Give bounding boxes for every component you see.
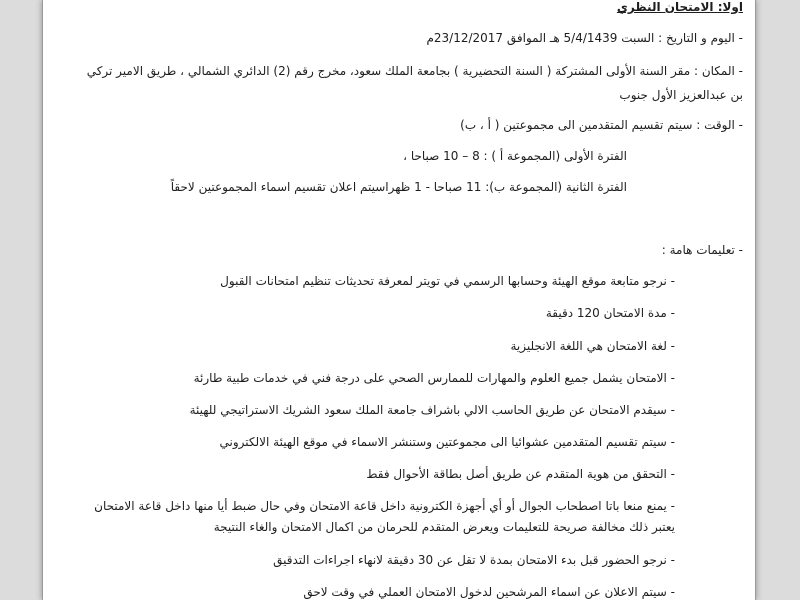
instruction-item: - يمنع منعا باتا اصطحاب الجوال أو أي أجهزة الكترونية داخل قاعة الامتحان وفي حال ضبط أيا منها داخل قاعة الامتحان bbox=[94, 499, 675, 513]
instruction-item: - سيتم تقسيم المتقدمين عشوائيا الى مجموعتين وستنشر الاسماء في موقع الهيئة الالكتروني bbox=[219, 435, 675, 449]
day-date-line: - اليوم و التاريخ : السبت 5/4/1439 هـ الموافق 23/12/2017م bbox=[426, 31, 743, 45]
instruction-item-continued: يعتبر ذلك مخالفة صريحة للتعليمات ويعرض المتقدم للحرمان من اكمال الامتحان والغاء النتيجة bbox=[213, 520, 675, 534]
instruction-item: - سيقدم الامتحان عن طريق الحاسب الالي باشراف جامعة الملك سعود الشريك الاستراتيجي للهيئة bbox=[189, 403, 675, 417]
instructions-title: - تعليمات هامة : bbox=[661, 243, 743, 257]
instruction-item: - نرجو متابعة موقع الهيئة وحسابها الرسمي في تويتر لمعرفة تحديثات تنظيم امتحانات القبول bbox=[220, 274, 675, 288]
period-2-line: الفترة الثانية (المجموعة ب): 11 صباحا - 1 ظهراسيتم اعلان تقسيم اسماء المجموعتين لاحقاً bbox=[170, 180, 627, 194]
instruction-item: - التحقق من هوية المتقدم عن طريق أصل بطاقة الأحوال فقط bbox=[366, 467, 675, 481]
section-heading: اولا: الامتحان النظري bbox=[616, 0, 743, 14]
place-line-2: بن عبدالعزيز الأول جنوب bbox=[619, 88, 743, 102]
period-1-line: الفترة الأولى (المجموعة أ ) : 8 – 10 صباحا ، bbox=[403, 149, 627, 163]
instruction-item: - سيتم الاعلان عن اسماء المرشحين لدخول الامتحان العملي في وقت لاحق bbox=[303, 585, 675, 599]
instruction-item: - لغة الامتحان هي اللغة الانجليزية bbox=[510, 339, 675, 353]
instruction-item: - الامتحان يشمل جميع العلوم والمهارات للممارس الصحي على درجة فني في خدمات طبية طارئة bbox=[193, 371, 675, 385]
place-line-1: - المكان : مقر السنة الأولى المشتركة ( السنة التحضيرية ) بجامعة الملك سعود، مخرج رقم (2) الدائري الشمالي ، طريق الامير تركي bbox=[86, 64, 743, 78]
instruction-item: - نرجو الحضور قبل بدء الامتحان بمدة لا تقل عن 30 دقيقة لانهاء اجراءات التدقيق bbox=[273, 553, 675, 567]
instruction-item: - مدة الامتحان 120 دقيقة bbox=[545, 306, 675, 320]
document-page bbox=[42, 0, 756, 600]
time-line: - الوقت : سيتم تقسيم المتقدمين الى مجموعتين ( أ ، ب) bbox=[460, 118, 743, 132]
